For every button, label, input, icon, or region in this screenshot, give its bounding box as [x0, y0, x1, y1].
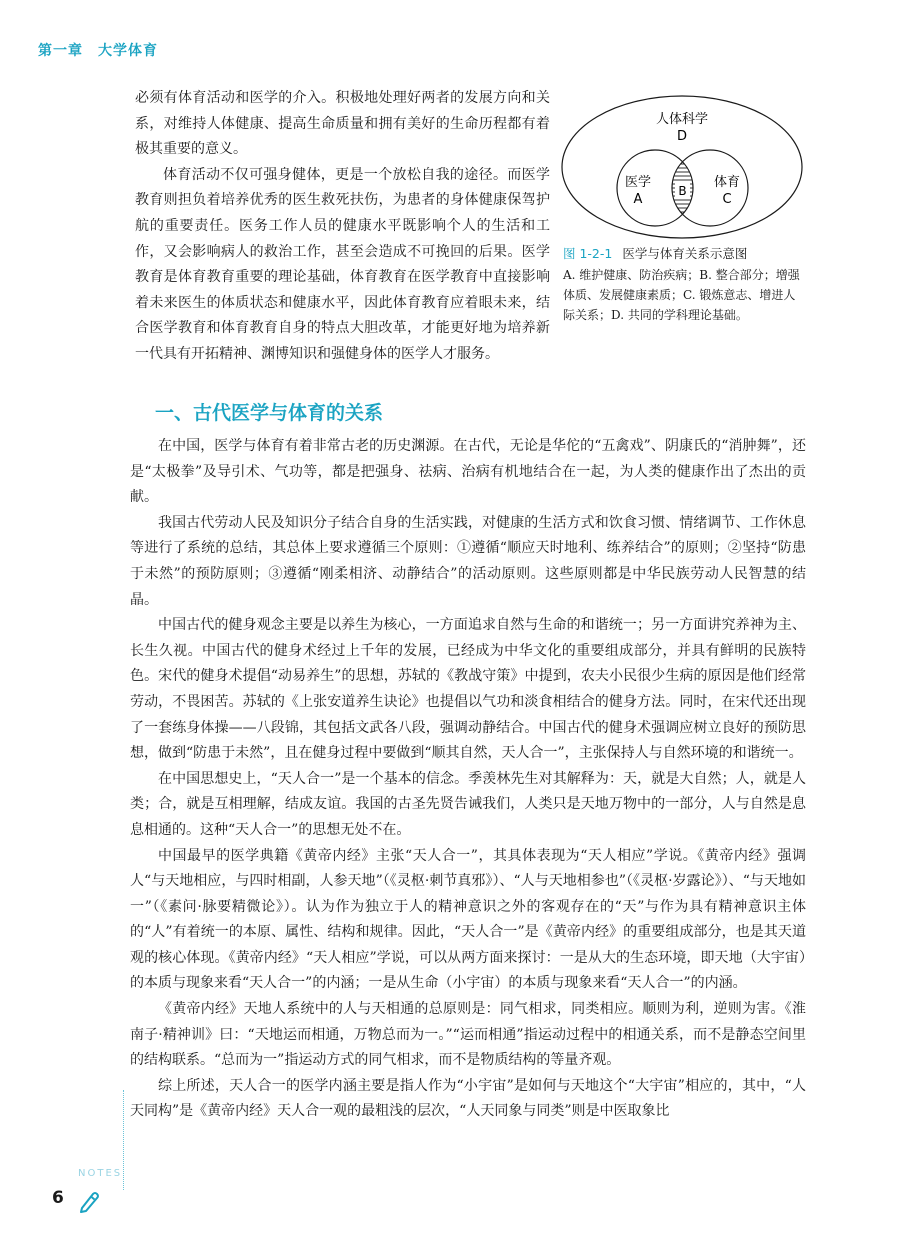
paragraph: 中国最早的医学典籍《黄帝内经》主张“天人合一”，其具体表现为“天人相应”学说。《黄帝内经》强调人“与天地相应，与四时相副，人参天地”（《灵枢·刺节真邪》）、“人与天地相参也”（《灵枢·岁露论》）、“与天地如一”（《素问·脉要精微论》）。认为作为独立于人的精神意识之外的客观存在的“天”与作为具有精神意识主体的“人”有着统一的本原、属性、结构和规律。因此，“天人合一”是《黄帝内经》的重要组成部分，也是其天道观的核心体现。《黄帝内经》“天人相应”学说，可以从两方面来探讨：一是从大的生态环境，即天地（大宇宙）的本质与现象来看“天人合一”的内涵；一是从生命（小宇宙）的本质与现象来看“天人合一”的内涵。 — [130, 847, 806, 992]
caption-note: A. 维护健康、防治疾病；B. 整合部分；增强体质、发展健康素质；C. 锻炼意志、增进人际关系；D. 共同的学科理论基础。 — [563, 268, 800, 322]
paragraph: 在中国，医学与体育有着非常古老的历史渊源。在古代，无论是华佗的“五禽戏”、阴康氏的“消肿舞”，还是“太极拳”及导引术、气功等，都是把强身、祛病、治病有机地结合在一起，为人类的健康作出了杰出的贡献。 — [130, 438, 806, 506]
chapter-header: 第一章 大学体育 — [38, 43, 158, 59]
paragraph: 我国古代劳动人民及知识分子结合自身的生活实践，对健康的生活方式和饮食习惯、情绪调节、工作休息等进行了系统的总结，其总体上要求遵循三个原则：①遵循“顺应天时地利、练养结合”的原则；②坚持“防患于未然”的预防原则；③遵循“刚柔相济、动静结合”的活动原则。这些原则都是中华民族劳动人民智慧的结晶。 — [130, 514, 806, 608]
paragraph: 《黄帝内经》天地人系统中的人与天相通的总原则是：同气相求，同类相应。顺则为利，逆则为害。《淮南子·精神训》曰：“天地运而相通，万物总而为一。”“运而相通”指运动过程中的相通关系，而不是静态空间里的结构联系。“总而为一”指运动方式的同气相求，而不是物质结构的等量齐观。 — [130, 1001, 806, 1069]
page-number: 6 — [52, 1188, 64, 1208]
figure-venn-diagram — [560, 90, 805, 325]
intro-text — [135, 86, 550, 368]
paragraph: 中国古代的健身观念主要是以养生为核心，一方面追求自然与生命的和谐统一；另一方面讲究养神为主、长生久视。中国古代的健身术经过上千年的发展，已经成为中华文化的重要组成部分，并具有鲜明的民族特色。宋代的健身术提倡“动易养生”的思想，苏轼的《教战守策》中提到，农夫小民很少生病的原因是他们经常劳动，不畏困苦。苏轼的《上张安道养生诀论》也提倡以气功和淡食相结合的健身方法。同时，在宋代还出现了一套练身体操——八段锦，其包括文武各八段，强调动静结合。中国古代的健身术强调应树立良好的预防思想，做到“防患于未然”，且在健身过程中要做到“顺其自然，天人合一”，主张保持人与自然环境的和谐统一。 — [130, 617, 806, 762]
caption-number: 图 1-2-1 — [563, 246, 613, 261]
notes-label: NOTES — [78, 1168, 123, 1179]
paragraph: 综上所述，天人合一的医学内涵主要是指人作为“小宇宙”是如何与天地这个“大宇宙”相应的，其中，“人天同构”是《黄帝内经》天人合一观的最粗浅的层次，“人天同象与同类”则是中医取象比 — [130, 1077, 806, 1120]
notes-margin-rule — [123, 1090, 124, 1190]
right-letter: C — [722, 192, 732, 207]
figure-caption — [560, 244, 805, 262]
pencil-icon — [76, 1188, 102, 1214]
paragraph: 必须有体育活动和医学的介入。积极地处理好两者的发展方向和关系，对维持人体健康、提高生命质量和拥有美好的生命历程都有着极其重要的意义。 — [135, 90, 550, 158]
venn-diagram — [560, 90, 805, 240]
right-label: 体育 — [713, 175, 741, 190]
outer-label: 人体科学 — [655, 112, 709, 127]
body-text — [130, 434, 806, 1125]
section-heading: 一、古代医学与体育的关系 — [155, 402, 384, 424]
left-letter: A — [633, 192, 643, 207]
left-label: 医学 — [624, 175, 652, 190]
paragraph: 体育活动不仅可强身健体，更是一个放松自我的途径。而医学教育则担负着培养优秀的医生救死扶伤，为患者的身体健康保驾护航的重要责任。医务工作人员的健康水平既影响个人的生活和工作，又会影响病人的救治工作，甚至会造成不可挽回的后果。医学教育是体育教育重要的理论基础，体育教育在医学教育中直接影响着未来医生的体质状态和健康水平，因此体育教育应着眼未来，结合医学教育和体育教育自身的特点大胆改革，才能更好地为培养新一代具有开拓精神、渊博知识和强健身体的医学人才服务。 — [135, 166, 550, 362]
paragraph: 在中国思想史上，“天人合一”是一个基本的信念。季羡林先生对其解释为：天，就是大自然；人，就是人类；合，就是互相理解，结成友谊。我国的古圣先贤告诫我们，人类只是天地万物中的一部分，人与自然是息息相通的。这种“天人合一”的思想无处不在。 — [130, 770, 806, 838]
caption-title: 医学与体育关系示意图 — [622, 246, 748, 261]
center-letter: B — [678, 184, 687, 198]
outer-letter: D — [676, 129, 688, 144]
